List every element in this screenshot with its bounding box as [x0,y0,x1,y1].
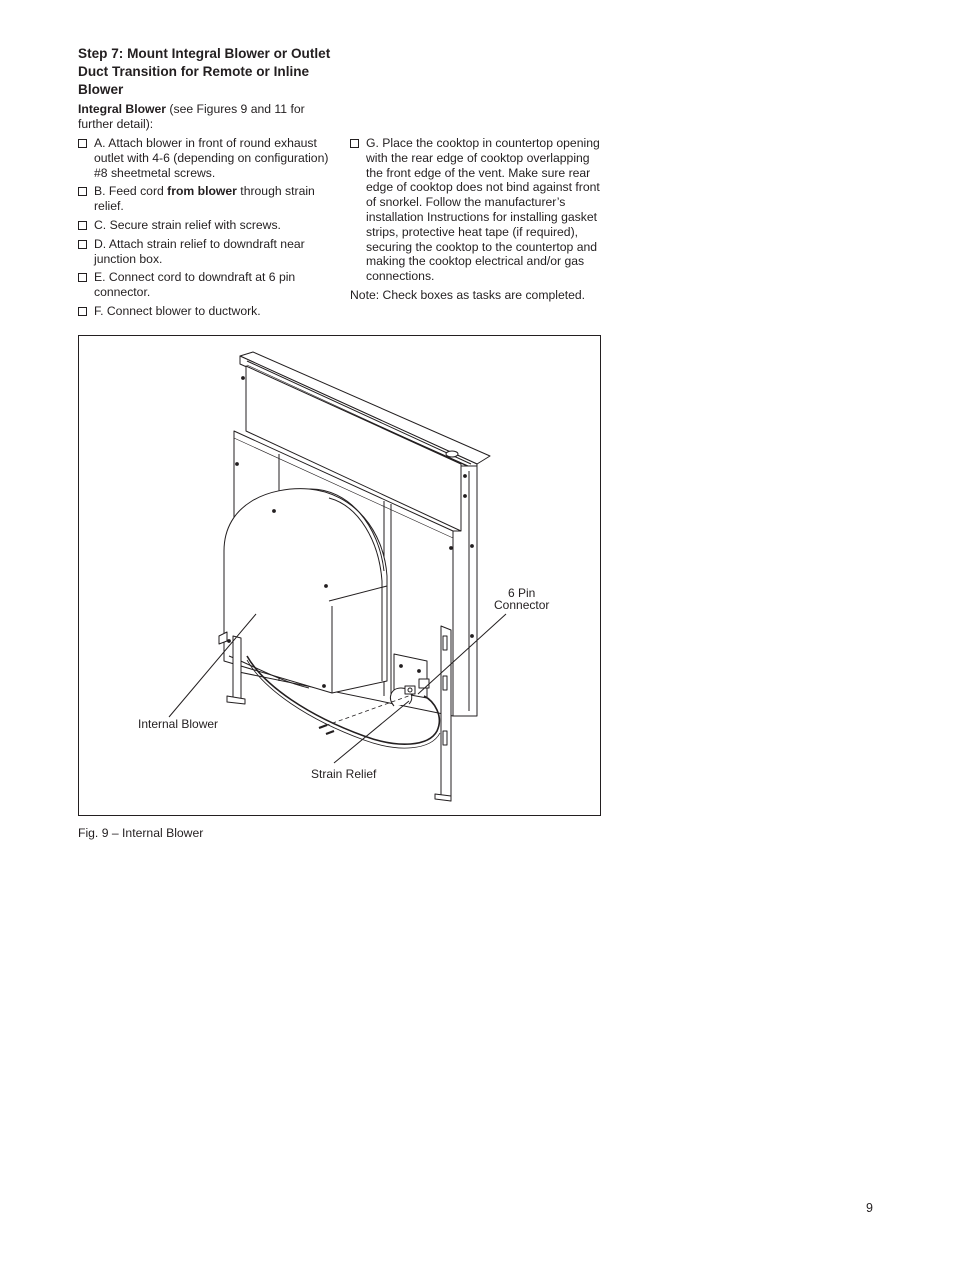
intro-rest: (see Figures 9 and 11 for further detail): [78,102,305,131]
checkbox-icon[interactable] [78,307,87,316]
callout-strain-relief: Strain Relief [311,767,377,781]
step-heading: Step 7: Mount Integral Blower or Outlet Duct Transition for Remote or Inline Blower [78,46,331,97]
task-item: C. Secure strain relief with screws. [78,218,340,233]
task-list-left [78,136,340,323]
callout-6-pin-connector: 6 Pin Connector [494,586,550,612]
task-item: F. Connect blower to ductwork. [78,304,340,319]
callout-internal-blower: Internal Blower [138,717,219,731]
task-item: G. Place the cooktop in countertop opening with the rear edge of cooktop overlapping the front edge of the vent. Make sure rear edge of cooktop does not bind against front of snorkel. Follow the manufacturer’s installation Instructions for installing gasket strips, protective heat tape (if required), securing the cooktop to the countertop and making the cooktop electrical and/or gas connections. [350,136,604,284]
task-item: D. Attach strain relief to downdraft near junction box. [78,237,340,267]
checkbox-icon[interactable] [78,273,87,282]
task-list-right [350,136,604,288]
intro-text [78,102,340,132]
downdraft-blower-drawing [79,336,602,817]
page-number: 9 [866,1201,873,1215]
task-item: B. Feed cord from blower through strain relief. [78,184,340,214]
checkbox-icon[interactable] [350,139,359,148]
checkbox-icon[interactable] [78,221,87,230]
figure-internal-blower [78,335,601,816]
checkbox-icon[interactable] [78,187,87,196]
checkbox-icon[interactable] [78,240,87,249]
checkbox-icon[interactable] [78,139,87,148]
task-item: E. Connect cord to downdraft at 6 pin connector. [78,270,340,300]
note-text: Note: Check boxes as tasks are completed. [350,288,586,302]
figure-caption: Fig. 9 – Internal Blower [78,826,204,840]
intro-bold: Integral Blower [78,102,167,116]
task-item: A. Attach blower in front of round exhaust outlet with 4-6 (depending on configuration) #8 sheetmetal screws. [78,136,340,180]
